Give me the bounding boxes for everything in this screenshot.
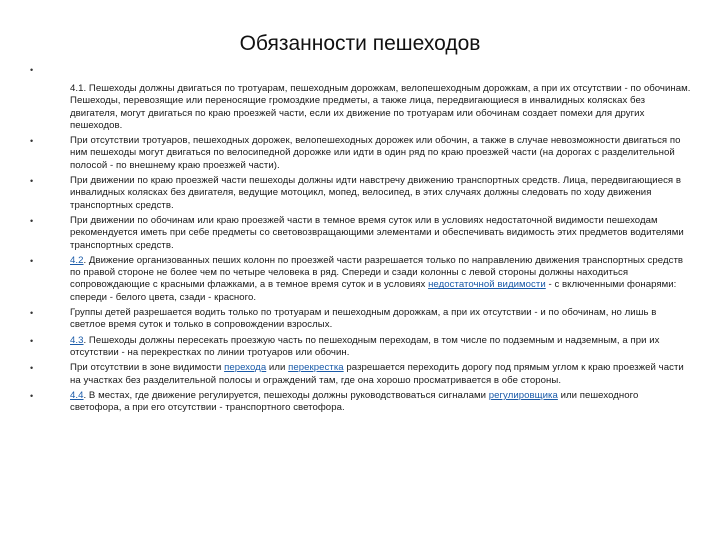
rule-link[interactable]: 4.4 bbox=[70, 389, 84, 401]
bullet-text: . Пешеходы должны пересекать проезжую часть по пешеходным переходам, в том числе по подземным и надземным, а при их отсутствии - на перекрестках по линии тротуаров или обочин. bbox=[70, 334, 660, 358]
bullet-dot: • bbox=[30, 215, 34, 226]
bullet-item bbox=[30, 362, 692, 387]
rule-link[interactable]: 4.2 bbox=[70, 254, 84, 266]
rule-link[interactable]: перекрестка bbox=[288, 362, 344, 374]
slide-title: Обязанности пешеходов bbox=[239, 32, 481, 55]
rule-link[interactable]: перехода bbox=[224, 362, 267, 374]
bullet-item bbox=[30, 307, 692, 332]
bullet-text: Группы детей разрешается водить только по тротуарам и пешеходным дорожкам, а при их отсутствии - и по обочинам, но лишь в светлое время суток и только в сопровождении взрослых. bbox=[70, 307, 657, 331]
bullet-text: или пешеходного светофора, а при его отсутствии - транспортного светофора. bbox=[70, 389, 639, 414]
bullet-text: . Движение организованных пеших колонн по проезжей части разрешается только по направлению движения транспортных средств по правой стороне не более чем по четыре человека в ряд. Спереди и сзади колонны с левой стороны должны находиться сопровождающие с красными флажками, а в темное время суток и в условиях bbox=[70, 254, 684, 291]
bullet-dot: • bbox=[30, 308, 34, 319]
bullet-dot: • bbox=[30, 390, 34, 401]
bullet-text: или bbox=[266, 362, 289, 374]
bullet-text: 4.1. Пешеходы должны двигаться по тротуарам, пешеходным дорожкам, велопешеходным дорожкам, а при их отсутствии - по обочинам. Пешеходы, перевозящие или переносящие громоздкие предметы, а также лица, передвигающиеся в инвалидных колясках без двигателя, могут двигаться по краю проезжей части, если их движение по тротуарам или обочинам создает помехи для других пешеходов. bbox=[70, 83, 691, 131]
bullet-text: При движении по краю проезжей части пешеходы должны идти навстречу движению транспортных средств. Лица, передвигающиеся в инвалидных колясках без двигателя, ведущие мотоцикл, мопед, велосипед, в этих случаях должны следовать по ходу движения транспортных средств. bbox=[70, 175, 682, 211]
bullet-item bbox=[30, 390, 692, 415]
bullet-text: . В местах, где движение регулируется, пешеходы должны руководствоваться сигналами bbox=[83, 389, 489, 401]
bullet-item bbox=[30, 175, 692, 212]
bullet-text: При движении по обочинам или краю проезжей части в темное время суток или в условиях недостаточной видимости пешеходам рекомендуется иметь при себе предметы со световозвращающими элементами и обеспечивать видимость этих предметов водителями транспортных средств. bbox=[70, 214, 684, 251]
bullet-dot: • bbox=[30, 136, 34, 147]
bullet-item bbox=[30, 215, 692, 252]
bullet-item bbox=[30, 335, 692, 360]
bullet-item bbox=[30, 66, 692, 132]
bullet-dot: • bbox=[30, 176, 34, 187]
rule-link[interactable]: 4.3 bbox=[70, 334, 84, 346]
bullet-text: разрешается переходить дорогу под прямым углом к краю проезжей части на участках без разделительной полосы и ограждений там, где она хорошо просматривается в обе стороны. bbox=[70, 362, 684, 386]
bullet-text: - с включенными фонарями: спереди - белого цвета, сзади - красного. bbox=[70, 279, 677, 303]
bullet-text: При отсутствии в зоне видимости bbox=[70, 362, 225, 374]
bullet-item bbox=[30, 135, 692, 172]
bullet-dot: • bbox=[30, 363, 34, 374]
bullet-dot: • bbox=[30, 255, 34, 266]
rule-link[interactable]: регулировщика bbox=[488, 389, 558, 401]
bullet-dot: • bbox=[30, 65, 34, 75]
rule-link[interactable]: недостаточной видимости bbox=[428, 279, 546, 291]
bullet-text: При отсутствии тротуаров, пешеходных дорожек, велопешеходных дорожек или обочин, а также в случае невозможности двигаться по ним пешеходы могут двигаться по велосипедной дорожке или идти в один ряд по краю проезжей части (на дорогах с разделительной полосой - по внешнему краю проезжей части). bbox=[70, 135, 681, 171]
bullet-list bbox=[30, 66, 692, 417]
bullet-item bbox=[30, 255, 692, 304]
bullet-dot: • bbox=[30, 335, 34, 346]
